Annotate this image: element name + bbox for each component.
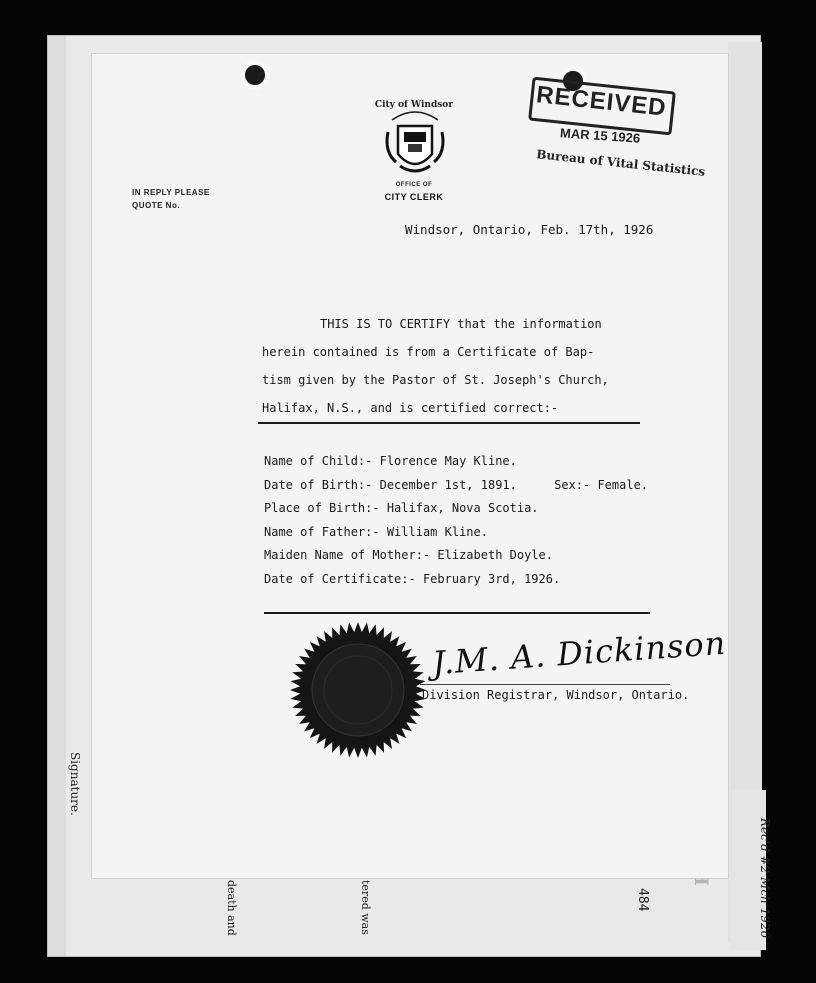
paragraph-line: Halifax, N.S., and is certified correct:-	[262, 401, 559, 415]
paragraph-line: tism given by the Pastor of St. Joseph's Church,	[262, 373, 609, 387]
signature-rule	[420, 684, 670, 685]
field-mother: Maiden Name of Mother:- Elizabeth Doyle.	[264, 548, 553, 562]
field-sex: Sex:- Female.	[554, 477, 649, 492]
reply-line: QUOTE No.	[132, 201, 181, 210]
stamp-received: RECEIVED	[534, 81, 668, 122]
form-note-registered: tered was	[359, 880, 372, 935]
office-of-label: OFFICE OF	[395, 182, 433, 188]
registrar-signature: J.M. A. Dickinson	[431, 623, 728, 683]
field-birth-date-row	[264, 474, 648, 498]
punch-hole	[240, 60, 270, 90]
form-note-death: death and	[225, 880, 238, 936]
wax-seal-icon	[288, 620, 428, 760]
form-number: 484	[635, 888, 650, 912]
registrar-title: Division Registrar, Windsor, Ontario.	[422, 688, 690, 702]
received-stamp	[530, 80, 710, 190]
handwritten-note: Rec'd #2 Mch 1926	[758, 818, 772, 939]
divider-rule	[264, 612, 650, 614]
form-edge	[48, 36, 66, 956]
field-birth-place: Place of Birth:- Halifax, Nova Scotia.	[264, 501, 539, 515]
divider-rule	[258, 422, 640, 424]
field-father: Name of Father:- William Kline.	[264, 524, 488, 539]
place-date: Windsor, Ontario, Feb. 17th, 1926	[405, 222, 654, 237]
form-signature-label: Signature.	[68, 752, 82, 816]
paragraph-line: herein contained is from a Certificate of Bap-	[262, 345, 595, 359]
baptism-certificate	[92, 54, 728, 878]
certification-paragraph	[262, 310, 702, 422]
reply-label	[132, 186, 210, 212]
reply-line: IN REPLY PLEASE	[132, 188, 210, 197]
stamp-date: MAR 15 1926	[559, 125, 641, 146]
stamp-bureau: Bureau of Vital Statistics	[535, 147, 706, 179]
windsor-crest-icon	[378, 102, 452, 192]
paragraph-line: THIS IS TO CERTIFY that the information	[320, 317, 602, 331]
field-certificate-date: Date of Certificate:- February 3rd, 1926.	[264, 571, 561, 586]
crest-city-name: City of Windsor	[374, 100, 454, 110]
city-clerk-label: CITY CLERK	[384, 192, 444, 202]
field-birth-date: Date of Birth:- December 1st, 1891.	[264, 477, 517, 492]
certificate-fields	[264, 450, 648, 591]
field-child-name: Name of Child:- Florence May Kline.	[264, 454, 517, 468]
